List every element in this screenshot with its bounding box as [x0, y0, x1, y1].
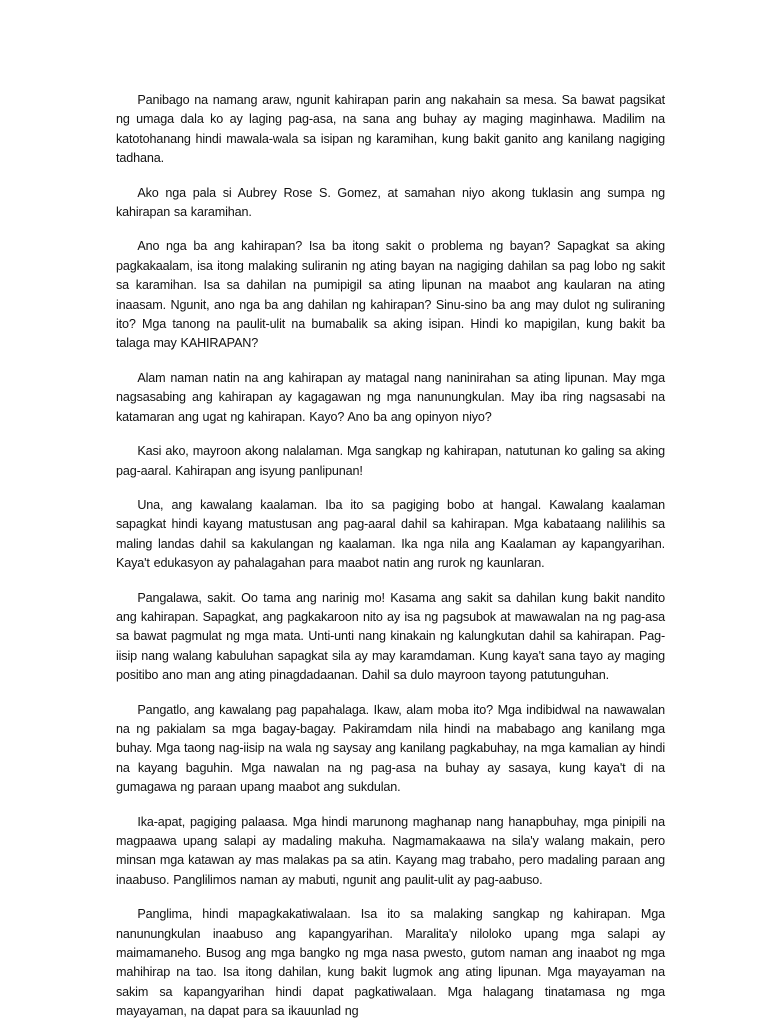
paragraph-second-reason: Pangalawa, sakit. Oo tama ang narinig mo! Kasama ang sakit sa dahilan kung bakit nandito ang kahirapan. Sapagkat, ang pagkakaroon nito ay isa ng pagsubok at mawawalan na ng pag-asa sa bawat pagmulat ng mga mata. Unti-unti nang kinakain ng kalungkutan dahil sa kahirapan. Pag-iisip nang walang kabuluhan sapagkat sila ay may karamdaman. Kung kaya't sana tayo ay maging positibo ano man ang ating pinagdadaanan. Dahil sa dulo mayroon tayong patutunguhan. [116, 589, 666, 683]
paragraph-intro: Panibago na namang araw, ngunit kahirapan parin ang nakahain sa mesa. Sa bawat pagsikat ng umaga dala ko ay laging pag-asa, na sana ang buhay ay maging maginhawa. Madilim na katotohanang hindi mawala-wala sa isipan ng karamihan, kung bakit ganito ang kanilang nagiging tadhana. [116, 92, 666, 166]
paragraph-fourth-reason: Ika-apat, pagiging palaasa. Mga hindi marunong maghanap nang hanapbuhay, mga pinipili na magpaawa upang salapi ay madaling makuha. Nagmamakaawa na sila'y walang makain, pero minsan mga katawan ay mas malakas pa sa atin. Kayang mag trabaho, pero madaling paraan ang inaabuso. Panglilimos naman ay mabuti, ngunit ang paulit-ulit ay pag-aabuso. [116, 813, 666, 887]
paragraph-first-reason: Una, ang kawalang kaalaman. Iba ito sa pagiging bobo at hangal. Kawalang kaalaman sapagkat hindi kayang matustusan ang pag-aaral dahil sa kahirapan. Mga kabataang nalilihis sa maling landas dahil sa kakulangan ng kaalaman. Ika nga nila ang Kaalaman ay kapangyarihan. Kaya't edukasyon ay pahalagahan para maabot natin ang rurok ng kaunlaran. [116, 496, 666, 571]
paragraph-what-is-poverty: Ano nga ba ang kahirapan? Isa ba itong sakit o problema ng bayan? Sapagkat sa aking pagkakaalam, isa itong malaking suliranin ng ating bayan na nagiging dahilan sa pag lobo ng sakit sa karamihan. Isa sa dahilan na pumipigil sa ating lipunan na maabot ang kaularan na ating inaasam. Ngunit, ano nga ba ang dahilan ng kahirapan? Sinu-sino ba ang may dulot ng suliraning ito? Mga tanong na paulit-ulit na bumabalik sa aking isipan. Hindi ko mapigilan, kung bakit ba talaga may KAHIRAPAN? [116, 238, 666, 351]
paragraph-fifth-reason: Panglima, hindi mapagkakatiwalaan. Isa ito sa malaking sangkap ng kahirapan. Mga nanunungkulan inaabuso ang kapangyarihan. Maralita'y niloloko upang mga salapi ay maimamaneho. Busog ang mga bangko ng mga nasa pwesto, gutom naman ang inaabot ng mga mahihirap na tao. Isa itong dahilan, kung bakit lugmok ang ating lipunan. Mga mayayaman na sakim sa kapangyarihan hindi dapat pagkatiwalaan. Mga halagang tinatamasa ng mga mayayaman, na dapat para sa ikauunlad ng [116, 906, 666, 1019]
paragraph-ingredients: Kasi ako, mayroon akong nalalaman. Mga sangkap ng kahirapan, natutunan ko galing sa aking pag-aaral. Kahirapan ang isyung panlipunan! [116, 443, 666, 478]
paragraph-author-intro: Ako nga pala si Aubrey Rose S. Gomez, at samahan niyo akong tuklasin ang sumpa ng kahirapan sa karamihan. [116, 184, 666, 220]
paragraph-opinions: Alam naman natin na ang kahirapan ay matagal nang naninirahan sa ating lipunan. May mga nagsasabing ang kahirapan ay kagagawan ng mga nanunungkulan. May iba ring nagsasabi na katamaran ang ugat ng kahirapan. Kayo? Ano ba ang opinyon niyo? [116, 369, 666, 424]
paragraph-third-reason: Pangatlo, ang kawalang pag papahalaga. Ikaw, alam moba ito? Mga indibidwal na nawawalan na ng pakialam sa mga bagay-bagay. Pakiramdam nila hindi na mababago ang kanilang mga buhay. Mga taong nag-iisip na wala ng saysay ang kanilang pagkabuhay, na mga kamalian ay hindi na kayang baguhin. Mga nawalan na ng pag-asa na buhay ay sasaya, kung kaya't di na gumagawa ng paraan upang maabot ang sukdulan. [116, 701, 666, 795]
